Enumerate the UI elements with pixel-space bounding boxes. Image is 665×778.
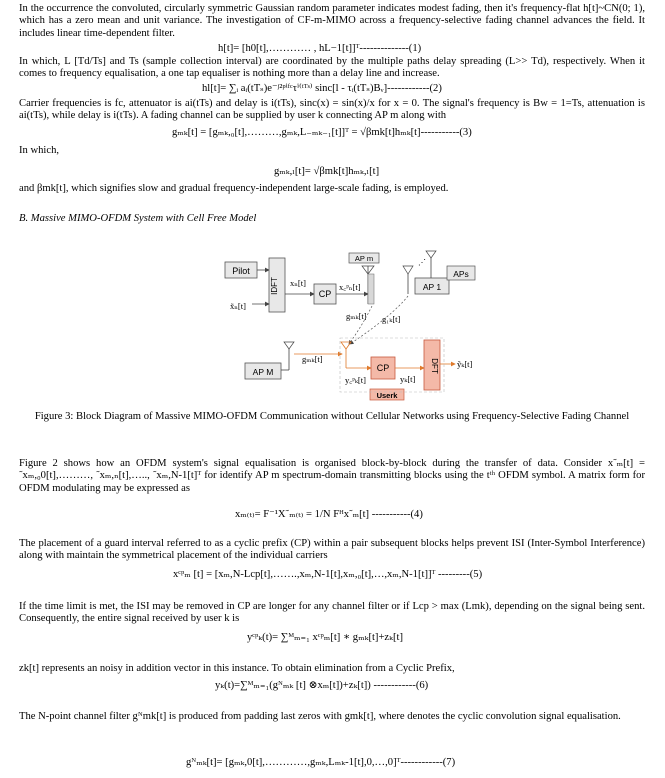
ap1-label: AP 1 [422, 282, 442, 292]
block-diagram [222, 246, 492, 404]
yk-label: yₖ[t] [400, 374, 416, 384]
cp-rx-label: CP [376, 363, 390, 373]
ap1 [403, 251, 449, 294]
userk-label: Userk [376, 391, 398, 400]
dft-block [424, 340, 440, 390]
pilot-label: Pilot [232, 266, 250, 276]
g-1k-label: g₁ₖ[t] [382, 314, 401, 324]
equation-1: h[t]= [h0[t],………… , hL−1[t]]ᵀ--------------(1) [218, 43, 422, 54]
paragraph-delay-spread: In which, L [Td/Ts] and Ts (sample collection interval) are coordinated by the multiple paths delay spreading (L>> Td), respectively. When it comes to frequency equalisation, a one tap equaliser is nothing more than a delay line and increase. [19, 56, 645, 80]
equation-5: xᶜᵖₘ [t] = [xₘ,N-Lcp[t],…….,xₘ,N-1[t],xₘ,₀[t],…,xₘ,N-1[t]]ᵀ ---------(5) [173, 569, 483, 580]
paragraph-noise: zk[t] represents an noisy in addition vector in this instance. To obtain elimination from a Cyclic Prefix, [19, 663, 455, 674]
pilot-block [225, 262, 257, 278]
apm-top-label: AP m [354, 254, 374, 263]
figure-caption: Figure 3: Block Diagram of Massive MIMO-OFDM Communication without Cellular Networks using Frequency-Selective Fading Channel [34, 411, 630, 422]
equation-6: yₖ(t)=∑ᴹₘ₌₁(gᴺₘₖ [t] ⊗xₘ[t])+zₖ[t]) ------------(6) [215, 680, 429, 691]
paragraph-carrier: Carrier frequencies is fc, attenuator is ai(tTs) and delay is i(tTs), sinc(x) = sin(x)/x for x = 0. The signal's frequency is Bw = 1=Ts, attenuation is ai(tTs), while delay is i(tTs). A fading channel can be supplied by user k connecting AP m along with [19, 98, 645, 122]
svg-text:⋰: ⋰ [418, 258, 426, 267]
paragraph-isi: If the time limit is met, the ISI may be removed in CP are longer for any channel filter or if Lcp > max (Lmk), depending on the signal being sent. Consequently, the entire signal received by user k is [19, 601, 645, 625]
paragraph-in-which: In which, [19, 145, 60, 156]
paragraph-large-scale: and βmk[t], which signifies slow and gradual frequency-independent large-scale fading, is employed. [19, 183, 449, 194]
y-cp-label: y꜀ᵖₖ[t] [345, 375, 366, 385]
cp-tx-block [314, 284, 336, 304]
equation-4: xₘ₍ₜ₎= F⁻¹X˜ₘ₍ₜ₎ = 1/N Fᴴx˜ₘ[t] -----------(4) [235, 509, 423, 520]
idft-label: IDFT [270, 277, 279, 295]
idft-block [269, 258, 285, 312]
g-mk-label: gₘₖ[t] [346, 311, 367, 321]
equation-5b: yᶜᵖₖ(t)= ∑ᴹₘ₌₁ xᶜᵖₘ[t] ∗ gₘₖ[t]+zₖ[t] [247, 632, 403, 643]
x-tilde-label: x̃ₙ[t] [230, 301, 246, 311]
aps-label: APs [453, 269, 469, 279]
apm-bottom [245, 342, 294, 379]
aps-block [447, 266, 475, 280]
cp-tx-label: CP [318, 289, 332, 299]
paragraph-ofdm: Figure 2 shows how an OFDM system's signal equalisation is organised block-by-block during the transfer of data. Consider x˜ₘ[t] = ˜xₘ,₀0[t],………, ˜xₘ,ₙ[t],….., ˜xₘ,N-1[t]ᵀ for identify AP m spectrum-domain transmitting blocks using the tᵗʰ OFDM symbol. A matrix form for OFDM modulating may be expressed as [19, 458, 645, 494]
g-Mk-label: gₘₖ[t] [302, 354, 323, 364]
cp-rx-block [371, 357, 395, 379]
xn-label: xₙ[t] [290, 278, 306, 288]
dft-label: DFT [430, 358, 439, 374]
apm-bottom-label: AP M [252, 367, 274, 377]
section-heading: B. Massive MIMO-OFDM System with Cell Free Model [19, 213, 257, 224]
y-tilde-label: ỹₖ[t] [457, 359, 473, 369]
equation-3b: gₘₖ,ₗ[t]= √βmk[t]hₘₖ,ₗ[t] [274, 166, 380, 177]
paragraph-fading: In the occurrence the convoluted, circularly symmetric Gaussian random parameter indicates modest fading, then it's frequency-flat h[t]~CN(0; 1), which has a zero mean and unit variance. The investigation of CF-m-MIMO across a frequency-selective fading channel advances the field. It includes linear time-dependent filter. [19, 3, 645, 39]
x-cp-label: x꜀ᵖₙ[t] [339, 282, 361, 292]
equation-3: gₘₖ[t] = [gₘₖ,₀[t],………,gₘₖ,L₋ₘₖ₋₁[t]]ᵀ = √βmk[t]hₘₖ[t]-----------(3) [172, 127, 472, 138]
paragraph-cyclic-prefix: The placement of a guard interval referred to as a cyclic prefix (CP) within a pair subsequent blocks helps prevent ISI (Inter-Symbol Interference) along with maintain the symmetrical placement of the individual carriers [19, 538, 645, 562]
userk-block [370, 389, 404, 400]
apm-top [349, 253, 379, 304]
equation-7: gᴺₘₖ[t]= [gₘₖ,0[t],…………,gₘₖ,Lₘₖ-1[t],0,…,0]ᵀ------------(7) [186, 757, 456, 768]
paragraph-channel-filter: The N-point channel filter gᴺmk[t] is produced from padding last zeros with gmk[t], where denotes the cyclic convolution signal equalisation. [19, 711, 621, 722]
equation-2: hl[t]= ∑ᵢ aᵢ(tTₛ)e⁻ʲ²ᵖⁱᶠᶜτⁱ⁽ᵗᵀˢ⁾ sinc[l - τᵢ(tTₛ)Bᵥ]------------(2) [202, 83, 442, 94]
